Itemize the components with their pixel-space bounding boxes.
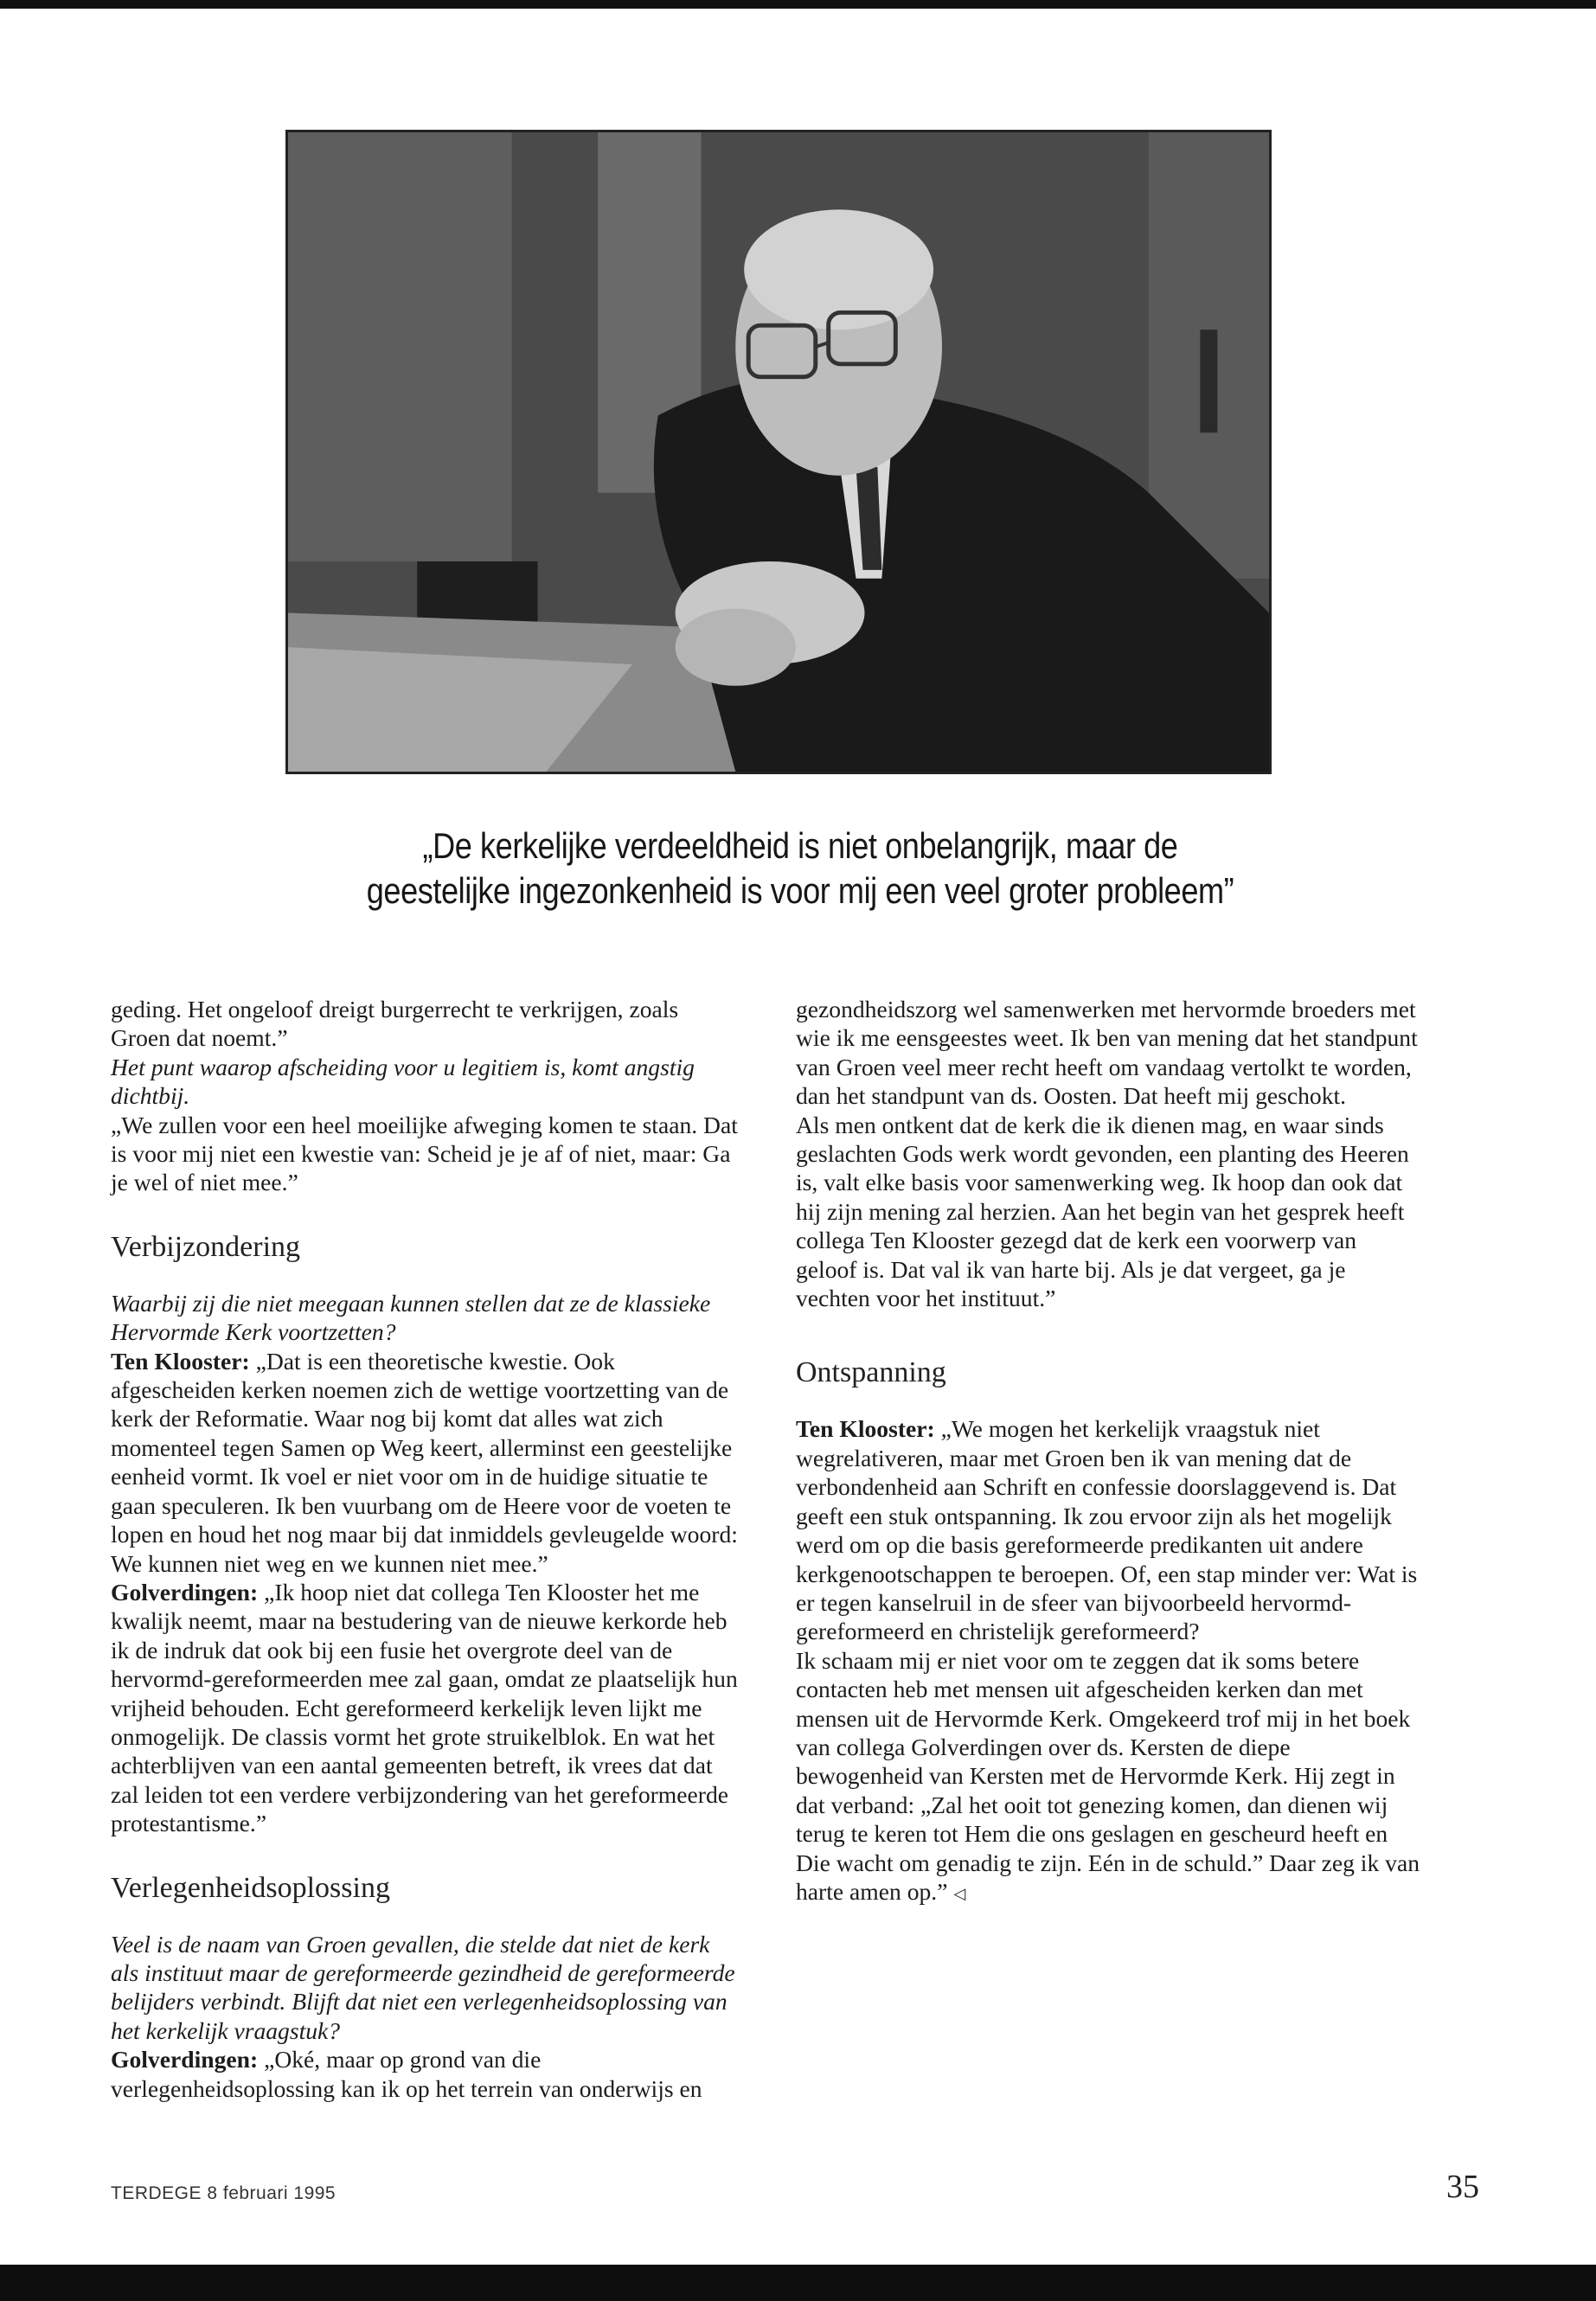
paragraph: gezondheidszorg wel samenwerken met hervormde broeders met wie ik me eensgeestes weet. Ik ben van mening dat het standpunt van Groen veel meer recht heeft om vandaag vertolkt te worden, dan het standpunt van ds. Oosten. Dat heeft mij geschokt. [796, 996, 1418, 1110]
paragraph: „We zullen voor een heel moeilijke afweging komen te staan. Dat is voor mij niet een kwestie van: Scheid je je af of niet, maar: Ga je wel of niet mee.” [111, 1111, 738, 1196]
left-column [111, 995, 738, 2103]
right-column [796, 995, 1423, 1908]
speaker-name: Ten Klooster: [796, 1415, 935, 1443]
paragraph [796, 1414, 1423, 1645]
speaker-answer: „Oké, maar op grond van die verlegenheidsoplossing kan ik op het terrein van onderwijs en [111, 2046, 702, 2102]
speaker-name: Golverdingen: [111, 2046, 259, 2073]
end-mark-icon: ◁ [953, 1884, 966, 1902]
speaker-answer: „We mogen het kerkelijk vraagstuk niet wegrelativeren, maar met Groen ben ik van mening dat de verbondenheid aan Schrift en confessie doorslaggevend is. Dat geeft een stuk ontspanning. Ik zou ervoor zijn als het mogelijk werd om op die basis gereformeerde predikanten uit andere kerkgenootschappen te beroepen. Of, een stap minder ver: Wat is er tegen kanselruil in de sfeer van bijvoorbeeld hervormd-gereformeerd en christelijk gereformeerd? [796, 1415, 1418, 1645]
pull-quote-line-1: „De kerkelijke verdeeldheid is niet onbelangrijk, maar de [422, 825, 1178, 866]
publication-footer: TERDEGE 8 februari 1995 [111, 2183, 337, 2203]
interview-question: Het punt waarop afscheiding voor u legitiem is, komt angstig dichtbij. [111, 1053, 695, 1110]
paragraph [111, 1347, 738, 1578]
interview-question: Waarbij zij die niet meegaan kunnen stellen dat ze de klassieke Hervormde Kerk voortzetten? [111, 1289, 711, 1346]
section-heading: Ontspanning [796, 1356, 946, 1389]
paragraph [796, 1646, 1423, 1909]
paragraph [111, 2045, 738, 2103]
interview-question: Veel is de naam van Groen gevallen, die stelde dat niet de kerk als instituut maar de gereformeerde gezindheid de gereformeerde belijders verbindt. Blijft dat niet een verlegenheidsoplossing van het kerkelijk vraagstuk? [111, 1930, 735, 2044]
section-heading: Verbijzondering [111, 1230, 301, 1263]
speaker-answer: Ik schaam mij er niet voor om te zeggen dat ik soms betere contacten heb met mensen uit afgescheiden kerken dan met mensen uit de Hervormde Kerk. Omgekeerd trof mij in het boek van collega Golverdingen over ds. Kersten de diepe bewogenheid van Kersten met de Hervormde Kerk. Hij zegt in dat verband: „Zal het ooit tot genezing komen, dan dienen wij terug te keren tot Hem die ons geslagen en gescheurd heeft en Die wacht om genadig te zijn. Eén in de schuld.” Daar zeg ik van harte amen op.” [796, 1646, 1420, 1905]
top-border [0, 0, 1596, 9]
page-number: 35 [1446, 2169, 1479, 2205]
speaker-answer: „Dat is een theoretische kwestie. Ook afgescheiden kerken noemen zich de wettige voortzetting van de kerk der Reformatie. Waar nog bij komt dat alles wat zich momenteel tegen Samen op Weg keert, allerminst een geestelijke eenheid vormt. Ik voel er niet voor om in de huidige situatie te gaan speculeren. Ik ben vuurbang om de Heere voor de voeten te lopen en houd het nog maar bij dat inmiddels gevleugelde woord: We kunnen niet weg en we kunnen niet mee.” [111, 1347, 738, 1577]
portrait-photo [285, 130, 1272, 774]
photo-illustration [288, 132, 1269, 772]
speaker-answer: „Ik hoop niet dat collega Ten Klooster het me kwalijk neemt, maar na bestudering van de nieuwe kerkorde heb ik de indruk dat ook bij een fusie het overgrote deel van de hervormd-gereformeerden mee zal gaan, omdat ze plaatselijk hun vrijheid behouden. Echt gereformeerd kerkelijk leven lijkt me onmogelijk. De classis vormt het grote struikelblok. En wat het achterblijven van een aantal gemeenten betreft, ik vrees dat dat zal leiden tot een verdere verbijzondering van het gereformeerde protestantisme.” [111, 1578, 738, 1837]
bottom-border [0, 2265, 1596, 2301]
speaker-name: Golverdingen: [111, 1578, 259, 1606]
paragraph [111, 1578, 738, 1838]
paragraph: geding. Het ongeloof dreigt burgerrecht te verkrijgen, zoals Groen dat noemt.” [111, 996, 679, 1052]
pull-quote [305, 824, 1295, 913]
section-heading: Verlegenheidsoplossing [111, 1871, 390, 1904]
speaker-name: Ten Klooster: [111, 1347, 250, 1375]
paragraph: Als men ontkent dat de kerk die ik dienen mag, en waar sinds geslachten Gods werk wordt gevonden, een planting des Heeren is, valt elke basis voor samenwerking weg. Ik hoop dan ook dat hij zijn mening zal herzien. Aan het begin van het gesprek heeft collega Ten Klooster gezegd dat de kerk een voorwerp van geloof is. Dat val ik van harte bij. Als je dat vergeet, ga je vechten voor het instituut.” [796, 1111, 1409, 1312]
pull-quote-line-2: geestelijke ingezonkenheid is voor mij een veel groter probleem” [366, 870, 1234, 911]
